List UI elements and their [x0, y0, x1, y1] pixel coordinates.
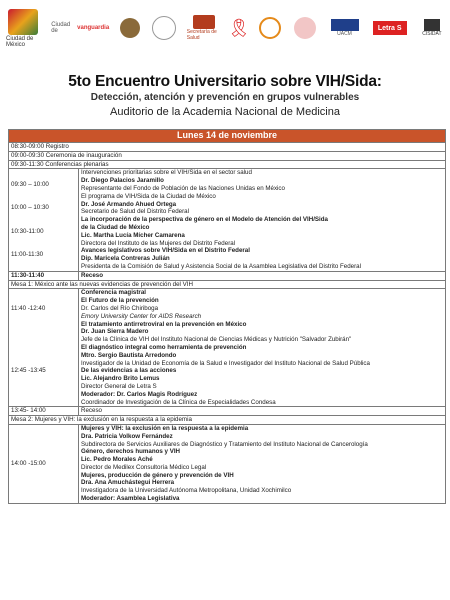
- speaker-name: Dr. José Armando Ahued Ortega: [81, 200, 177, 208]
- cdmx-logo-text: Ciudad de México: [6, 35, 34, 48]
- talk-title: El programa de VIH/Sida de la Ciudad de México: [81, 192, 216, 200]
- table-row: [9, 280, 446, 289]
- table-row: [9, 407, 446, 416]
- table-row: [9, 143, 446, 152]
- talk-title: El Futuro de la prevención: [81, 297, 159, 305]
- letra-s-logo: Letra S: [373, 21, 407, 35]
- conasida-logo: [257, 15, 283, 41]
- plenary-times: [9, 169, 79, 271]
- talk-title: Mujeres y VIH: la exclusión en la respuesta a la epidemia: [81, 424, 249, 432]
- panel-2-block: [9, 424, 446, 503]
- speaker-name: Lic. Alejandro Brito Lemus: [81, 375, 160, 383]
- plenary-row: 09:30-11:30 Conferencias plenarias: [9, 160, 446, 169]
- panel-2-heading: Mesa 2: Mujeres y VIH: la exclusión en la respuesta a la epidemia: [9, 416, 446, 425]
- inauguration-row: 09:00-09:30 Ceremonia de inauguración: [9, 151, 446, 160]
- plenary-details: [79, 169, 446, 271]
- speaker-name: Lic. Pedro Morales Aché: [81, 456, 153, 464]
- vanguardia-brand: vanguardia: [77, 25, 110, 31]
- talk-title: Género, derechos humanos y VIH: [81, 448, 181, 456]
- talk-title: Avances legislativos sobre VIH/Sida en el Distrito Federal: [81, 247, 250, 255]
- plenary-block: [9, 169, 446, 271]
- moderator-affiliation: Coordinador de Investigación de la Clínica de Especialidades Condesa: [81, 398, 276, 406]
- talk-title: Mujeres, producción de género y prevención de VIH: [81, 471, 234, 479]
- uacm-logo-mark: [331, 19, 359, 31]
- speaker-name: Dip. Maricela Contreras Julián: [81, 255, 170, 263]
- talk-title: La incorporación de la perspectiva de género en el Modelo de Atención del VIH/Sida: [81, 216, 328, 224]
- conasida-logo-mark: [259, 17, 281, 39]
- moderator-name: Moderador: Asamblea Legislativa: [81, 495, 180, 503]
- speaker-affiliation: Director de Medilex Consultoría Médico Legal: [81, 463, 207, 471]
- government-seal-logo: [120, 18, 140, 38]
- salud-logo-text: Secretaría de Salud: [186, 29, 217, 41]
- talk-type: Conferencia magistral: [81, 289, 146, 297]
- talk-title: El diagnóstico integral como herramienta de prevención: [81, 343, 247, 351]
- panel-1-block: [9, 289, 446, 407]
- time-slot: 14:00 -15:00: [11, 459, 46, 467]
- speaker-name: Dra. Ana Amuchástegui Herrera: [81, 479, 175, 487]
- cisidat-logo-text: CISIDAT: [422, 31, 442, 37]
- time-slot: 11:40 -12:40: [11, 304, 46, 312]
- speaker-affiliation: Representante del Fondo de Población de las Naciones Unidas en México: [81, 184, 285, 192]
- panel-2-details: [79, 424, 446, 503]
- table-row: [9, 151, 446, 160]
- vanguardia-prefix: Ciudad de: [51, 22, 71, 34]
- sponsor-logos-bar: [6, 4, 446, 52]
- talk-title-cont: de la Ciudad de México: [81, 223, 150, 231]
- speaker-name: Dr. Carlos del Río Chiriboga: [81, 304, 159, 312]
- day-header-row: [9, 130, 446, 143]
- talk-title: El tratamiento antirretroviral en la prevención en México: [81, 320, 247, 328]
- talk-title: Intervenciones prioritarias sobre el VIH/Sida en el sector salud: [81, 169, 252, 177]
- program-table: [8, 129, 446, 504]
- table-row: [9, 271, 446, 280]
- talk-title: De las evidencias a las acciones: [81, 367, 177, 375]
- institution-logo: [152, 16, 176, 40]
- panel-1-times: [9, 289, 79, 407]
- red-ribbon-icon: 🎗: [227, 17, 251, 38]
- time-slot: 12:45 -13:45: [11, 367, 46, 375]
- event-title: 5to Encuentro Universitario sobre VIH/Sida:: [68, 73, 382, 90]
- uacm-logo-text: UACM: [337, 31, 352, 37]
- speaker-affiliation: Director General de Letra S: [81, 382, 157, 390]
- table-row: [9, 160, 446, 169]
- time-slot: 10:30-11:00: [11, 227, 44, 235]
- event-venue: Auditorio de la Academia Nacional de Medicina: [110, 106, 340, 118]
- speaker-affiliation: Secretario de Salud del Distrito Federal: [81, 208, 189, 216]
- speaker-name: Mtro. Sergio Bautista Arredondo: [81, 351, 177, 359]
- salud-logo-mark: [193, 15, 215, 29]
- cisidat-logo: [418, 17, 446, 39]
- panel-2-times: [9, 424, 79, 503]
- speaker-name: Dra. Patricia Volkow Fernández: [81, 432, 173, 440]
- event-subtitle: Detección, atención y prevención en grupos vulnerables: [90, 92, 360, 103]
- cisidat-logo-mark: [424, 19, 440, 31]
- speaker-affiliation: Emory University Center for AIDS Research: [81, 312, 202, 320]
- cdmx-logo-mark: [8, 9, 38, 35]
- speaker-name: Lic. Martha Lucía Mícher Camarena: [81, 231, 185, 239]
- time-slot: 10:00 – 10:30: [11, 204, 49, 212]
- day-header: Lunes 14 de noviembre: [9, 130, 446, 143]
- recess-label: Receso: [79, 407, 446, 416]
- speaker-affiliation: Presidenta de la Comisión de Salud y Asistencia Social de la Asamblea Legislativa del Distrito Federal: [81, 262, 361, 270]
- moderator-name: Moderador: Dr. Carlos Magis Rodríguez: [81, 390, 198, 398]
- time-slot: 09:30 – 10:00: [11, 181, 49, 189]
- speaker-affiliation: Investigador de la Unidad de Economía de la Salud e Investigador del Instituto Nacional de Salud Pública: [81, 359, 370, 367]
- cdmx-logo: [6, 7, 40, 49]
- table-row: [9, 416, 446, 425]
- speaker-affiliation: Investigadora de la Universidad Autónoma Metropolitana, Unidad Xochimilco: [81, 487, 292, 495]
- speaker-name: Dr. Juan Sierra Madero: [81, 328, 149, 336]
- recess-time: 13:45- 14:00: [9, 407, 79, 416]
- secretaria-salud-logo: [187, 15, 221, 41]
- recess-time: 11:30-11:40: [9, 271, 79, 280]
- time-slot: 11:00-11:30: [11, 251, 44, 259]
- panel-1-heading: Mesa 1: México ante las nuevas evidencias de prevención del VIH: [9, 280, 446, 289]
- speaker-name: Dr. Diego Palacios Jaramillo: [81, 177, 164, 185]
- uacm-logo: [328, 17, 362, 39]
- speaker-affiliation: Jefe de la Clínica de VIH del Instituto Nacional de Ciencias Médicas y Nutrición "Salvador Zubirán": [81, 336, 352, 344]
- inmujeres-logo: [294, 17, 316, 39]
- speaker-affiliation: Directora del Instituto de las Mujeres del Distrito Federal: [81, 239, 236, 247]
- registration-row: 08:30-09:00 Registro: [9, 143, 446, 152]
- panel-1-details: [79, 289, 446, 407]
- speaker-affiliation: Subdirectora de Servicios Auxiliares de Diagnóstico y Tratamiento del Instituto Nacional de Cancerología: [81, 440, 368, 448]
- recess-label: Receso: [79, 271, 446, 280]
- vanguardia-logo: [51, 18, 109, 38]
